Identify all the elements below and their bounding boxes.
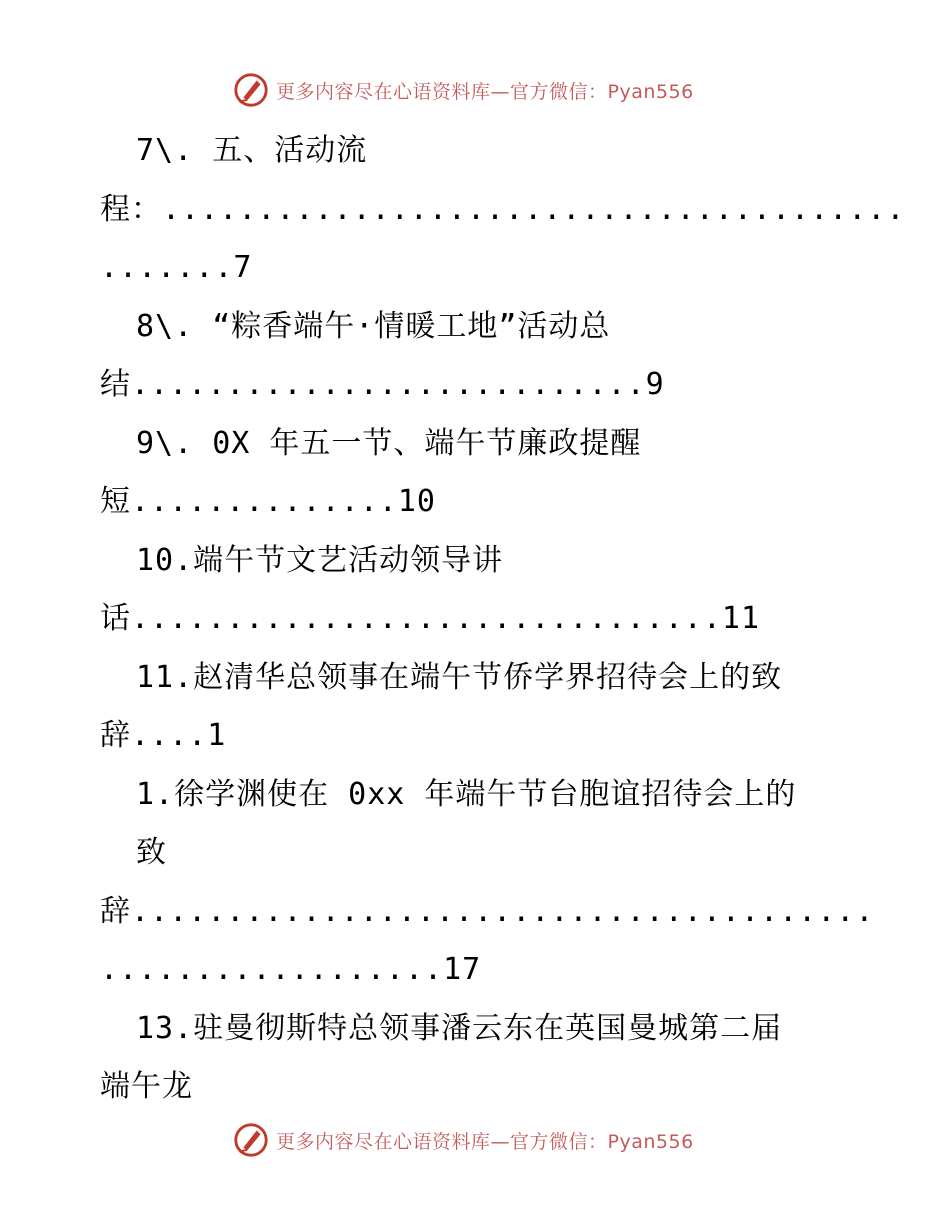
toc-line: 13.驻曼彻斯特总领事潘云东在英国曼城第二届 — [136, 1010, 783, 1046]
toc-line: .......7 — [100, 250, 253, 285]
toc-line: 7\. 五、活动流 — [136, 133, 368, 168]
toc-line: 端午龙 — [100, 1069, 193, 1104]
pen-logo-icon — [232, 71, 270, 109]
watermark-text: 更多内容尽在心语资料库—官方微信：Pyan556 — [276, 80, 694, 103]
watermark-footer — [232, 1118, 712, 1162]
toc-line: 致 — [136, 835, 167, 870]
toc-line: ..................17 — [100, 952, 482, 987]
toc-line: 结...........................9 — [100, 367, 665, 402]
toc-line: 11.赵清华总领事在端午节侨学界招待会上的致 — [136, 659, 783, 695]
toc-line: 辞....................................... — [100, 893, 875, 929]
toc-line: 辞....1 — [100, 718, 227, 753]
watermark-header — [232, 68, 712, 112]
toc-line: 10.端午节文艺活动领导讲 — [136, 542, 504, 578]
toc-line: 话...............................11 — [100, 601, 761, 636]
toc-line: 8\. “粽香端午·情暖工地”活动总 — [136, 308, 611, 344]
toc-line: 程：....................................... — [100, 191, 906, 227]
toc-line: 1.徐学渊使在 0xx 年端午节台胞谊招待会上的 — [136, 776, 797, 812]
pen-logo-icon — [232, 1121, 270, 1159]
toc-line: 9\. 0X 年五一节、端午节廉政提醒 — [136, 425, 642, 461]
watermark-text: 更多内容尽在心语资料库—官方微信：Pyan556 — [276, 1130, 694, 1153]
toc-line: 短..............10 — [100, 484, 436, 519]
table-of-contents — [100, 122, 906, 1117]
